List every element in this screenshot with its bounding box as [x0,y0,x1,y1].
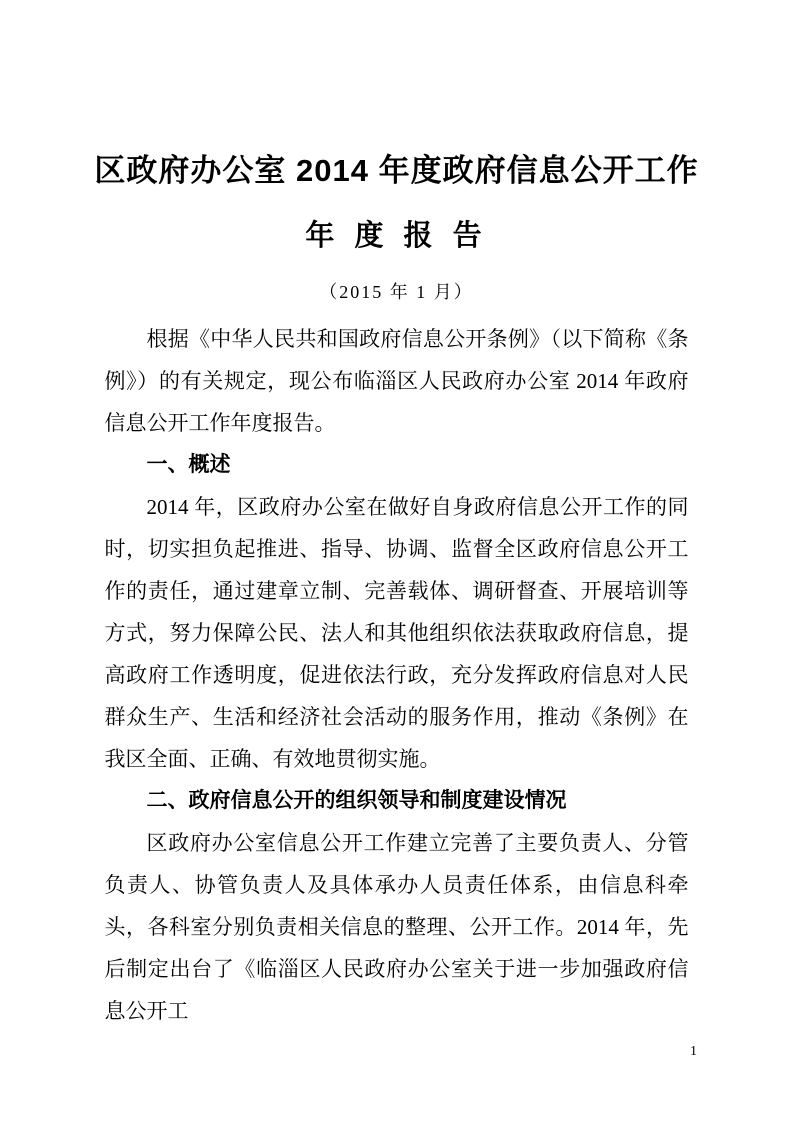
section-heading-1-overview: 一、概述 [146,453,231,476]
paragraph-overview: 2014 年，区政府办公室在做好自身政府信息公开工作的同时，切实担负起推进、指导、协调、监督全区政府信息公开工作的责任，通过建章立制、完善载体、调研督查、开展培训等方式，努力保障公民、法人和其他组织依法获取政府信息，提高政府工作透明度，促进依法行政，充分发挥政府信息对人民群众生产、生活和经济社会活动的服务作用，推动《条例》在我区全面、正确、有效地贯彻实施。 [104,495,689,771]
section-heading-2-organization: 二、政府信息公开的组织领导和制度建设情况 [146,789,567,812]
document-title-line2: 年 度 报 告 [305,220,488,252]
paragraph-intro: 根据《中华人民共和国政府信息公开条例》（以下简称《条例》）的有关规定，现公布临淄区人民政府办公室 2014 年政府信息公开工作年度报告。 [104,327,689,435]
document-date-line: （2015 年 1 月） [319,282,474,302]
page-number: 1 [690,1044,697,1059]
document-body [105,318,689,1032]
document-title-line1: 区政府办公室 2014 年度政府信息公开工作 [94,153,699,188]
paragraph-organization: 区政府办公室信息公开工作建立完善了主要负责人、分管负责人、协管负责人及具体承办人员责任体系，由信息科牵头，各科室分别负责相关信息的整理、公开工作。2014 年，先后制定出台了《临淄区人民政府办公室关于进一步加强政府信息公开工 [104,831,689,1023]
